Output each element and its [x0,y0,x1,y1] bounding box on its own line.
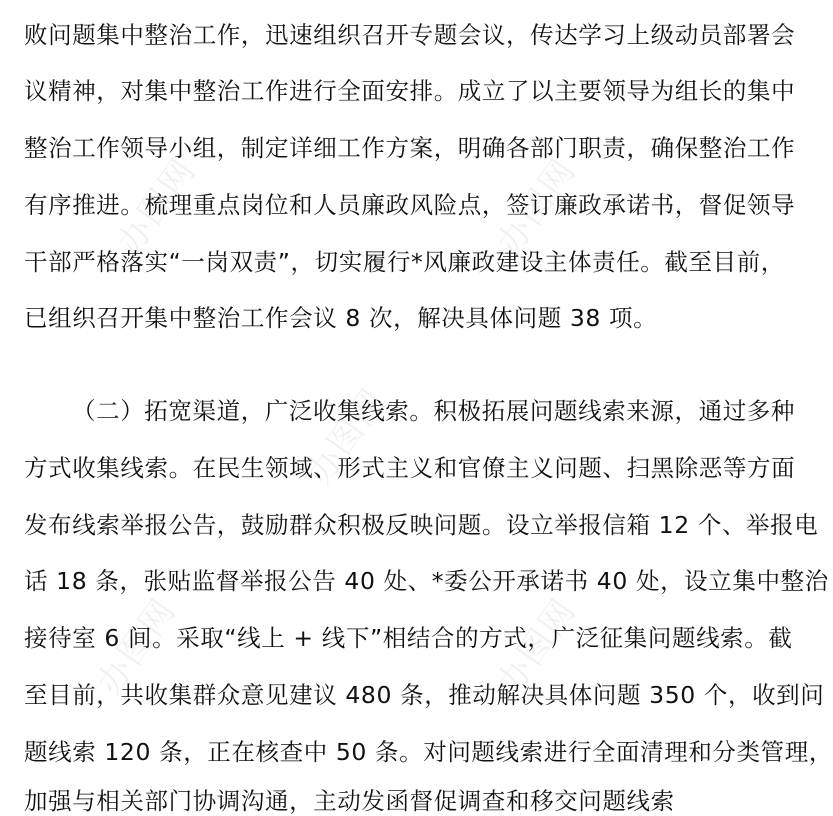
watermark: 办图网 [89,590,185,703]
paragraph-1-line: 干部严格落实“一岗双责”，切实履行*风廉政建设主体责任。截至目前， [24,248,785,276]
paragraph-1-line: 议精神，对集中整治工作进行全面安排。成立了以主要领导为组长的集中 [24,77,796,105]
paragraph-2-line: 方式收集线索。在民生领域、形式主义和官僚主义问题、扫黑除恶等方面 [24,454,796,482]
watermark: 办图网 [299,380,395,493]
paragraph-1-line: 整治工作领导小组，制定详细工作方案，明确各部门职责，确保整治工作 [24,134,796,162]
paragraph-1-line: 败问题集中整治工作，迅速组织召开专题会议，传达学习上级动员部署会 [24,21,796,49]
paragraph-2-line: 接待室 6 间。采取“线上 + 线下”相结合的方式，广泛征集问题线索。截 [24,624,793,652]
paragraph-2-line: 至目前，共收集群众意见建议 480 条，推动解决具体问题 350 个，收到问 [24,681,825,709]
paragraph-2-line: （二）拓宽渠道，广泛收集线索。积极拓展问题线索来源，通过多种 [72,397,795,425]
paragraph-1-line: 已组织召开集中整治工作会议 8 次，解决具体问题 38 项。 [24,304,658,332]
paragraph-1-line: 有序推进。梳理重点岗位和人员廉政风险点，签订廉政承诺书，督促领导 [24,191,796,219]
watermark: 办图网 [489,590,585,703]
paragraph-2-line: 题线索 120 条，正在核查中 50 条。对问题线索进行全面清理和分类管理， [24,738,833,766]
watermark: 办图网 [489,150,585,263]
paragraph-2-line: 加强与相关部门协调沟通，主动发函督促调查和移交问题线索 [24,787,675,815]
paragraph-2-line: 发布线索举报公告，鼓励群众积极反映问题。设立举报信箱 12 个、举报电 [24,511,819,539]
watermark: 办图网 [109,150,205,263]
paragraph-2-line: 话 18 条，张贴监督举报公告 40 处、*委公开承诺书 40 处，设立集中整治 [24,567,829,595]
